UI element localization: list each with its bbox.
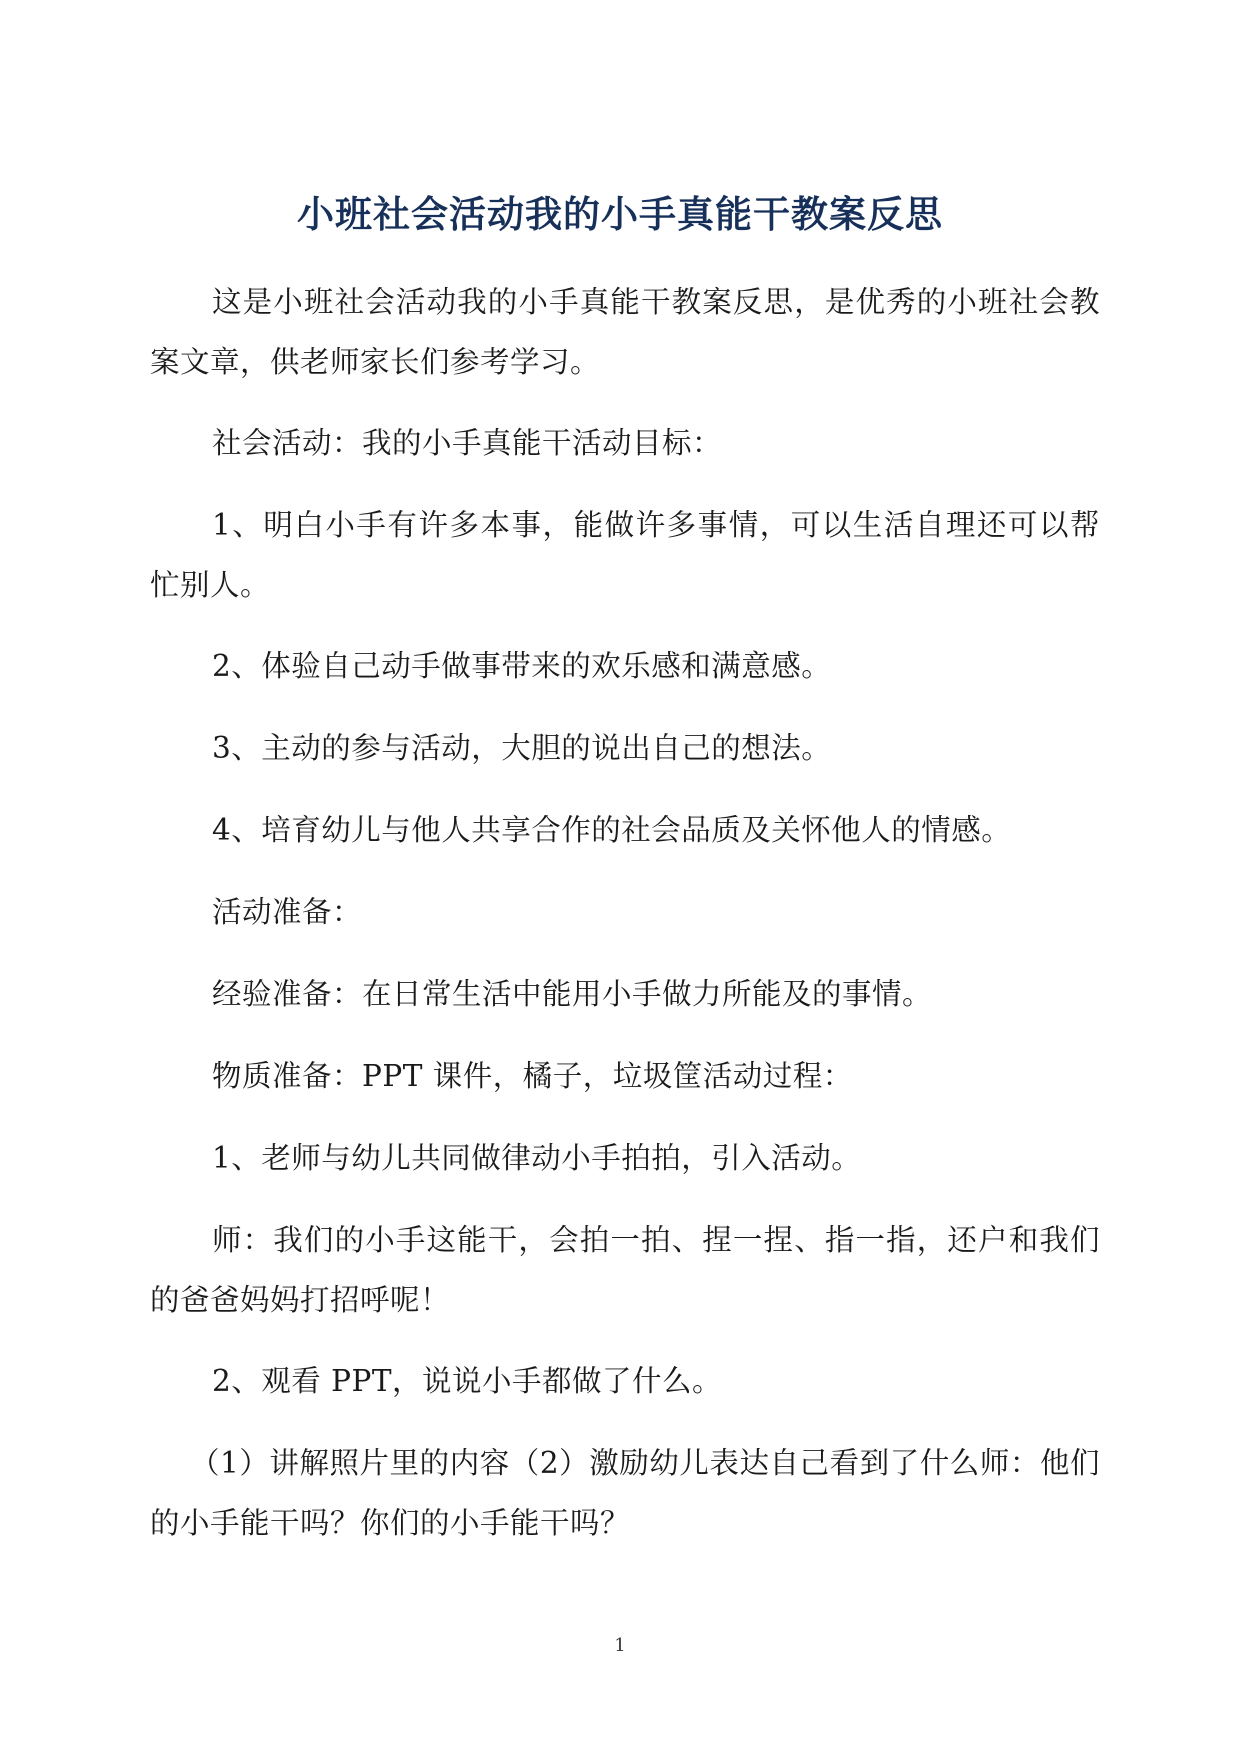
paragraph-process-step-2: 2、观看 PPT，说说小手都做了什么。 xyxy=(212,1364,723,1398)
paragraph-goal-4: 4、培育幼儿与他人共享合作的社会品质及关怀他人的情感。 xyxy=(212,813,1012,847)
paragraph-experience-preparation: 经验准备：在日常生活中能用小手做力所能及的事情。 xyxy=(212,977,933,1011)
paragraph-process-step-1: 1、老师与幼儿共同做律动小手拍拍，引入活动。 xyxy=(212,1141,862,1175)
paragraph-intro: 这是小班社会活动我的小手真能干教案反思，是优秀的小班社会教案文章，供老师家长们参考学习。 xyxy=(150,285,1100,379)
paragraph-process-substeps: （1）讲解照片里的内容（2）激励幼儿表达自己看到了什么师：他们的小手能干吗？你们的小手能干吗？ xyxy=(150,1446,1100,1540)
document-body xyxy=(150,272,1100,1574)
paragraph-goal-1: 1、明白小手有许多本事，能做许多事情，可以生活自理还可以帮忙别人。 xyxy=(150,508,1100,602)
paragraph-preparation-heading: 活动准备： xyxy=(212,895,363,929)
document-title: 小班社会活动我的小手真能干教案反思 xyxy=(297,193,943,236)
paragraph-goal-3: 3、主动的参与活动，大胆的说出自己的想法。 xyxy=(212,731,832,765)
paragraph-activity-goals-heading: 社会活动：我的小手真能干活动目标： xyxy=(212,426,723,460)
paragraph-teacher-dialogue: 师：我们的小手这能干，会拍一拍、捏一捏、指一指，还户和我们的爸爸妈妈打招呼呢！ xyxy=(150,1223,1100,1317)
paragraph-goal-2: 2、体验自己动手做事带来的欢乐感和满意感。 xyxy=(212,649,832,683)
paragraph-material-preparation: 物质准备：PPT 课件，橘子，垃圾筐活动过程： xyxy=(212,1059,853,1093)
page-number: 1 xyxy=(614,1635,626,1656)
